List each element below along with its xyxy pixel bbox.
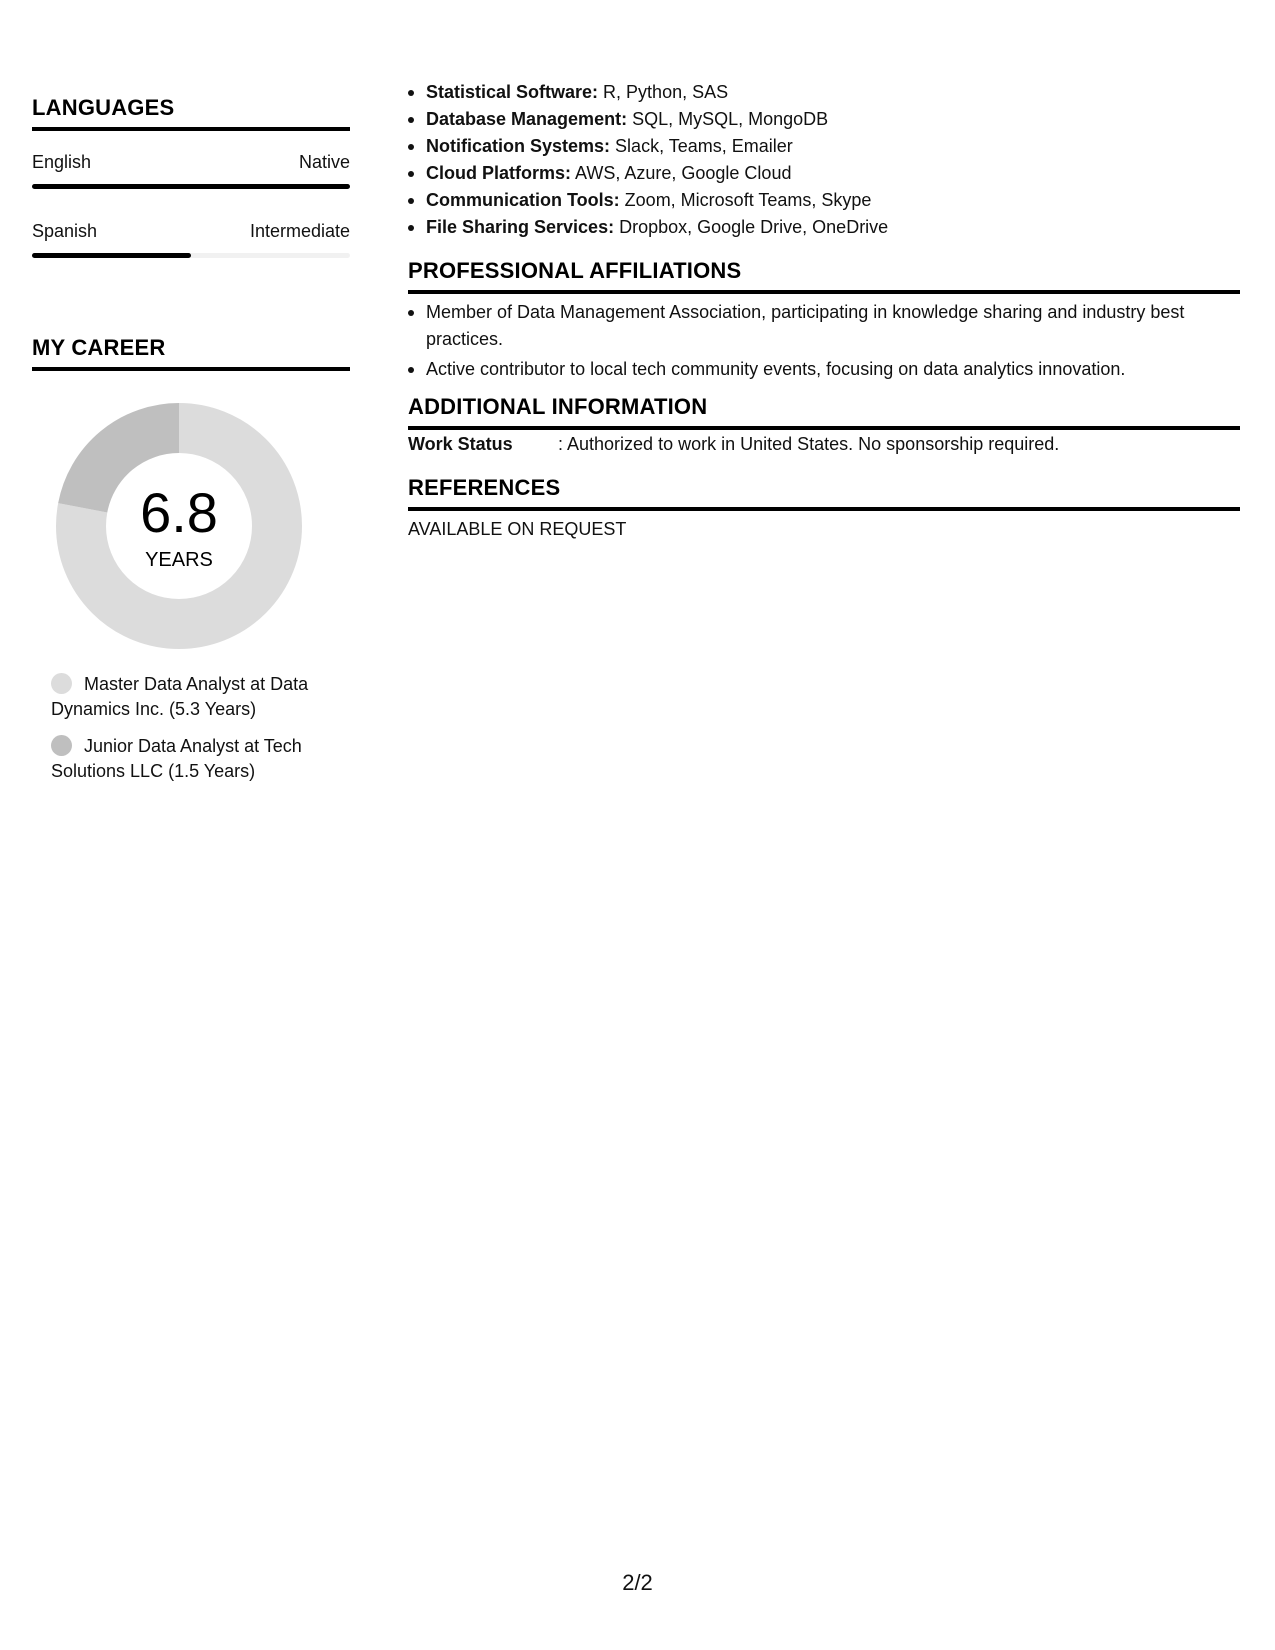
skill-key: Notification Systems: — [426, 136, 611, 156]
language-proficiency-fill — [32, 253, 191, 258]
legend-label: Junior Data Analyst at Tech Solutions LLC (1.5 Years) — [51, 736, 302, 781]
donut-center — [56, 403, 302, 649]
skill-item — [408, 160, 1240, 187]
references-text: AVAILABLE ON REQUEST — [408, 519, 627, 539]
career-legend-item — [51, 734, 341, 784]
career-legend-item — [51, 672, 341, 722]
language-proficiency-bar — [32, 184, 350, 189]
skill-key: File Sharing Services: — [426, 217, 615, 237]
affiliation-text: Member of Data Management Association, participating in knowledge sharing and industry best practices. — [426, 302, 1185, 349]
language-proficiency-bar — [32, 253, 350, 258]
language-name: Spanish — [32, 221, 98, 241]
affiliation-item — [408, 299, 1240, 353]
language-level: Intermediate — [249, 221, 350, 241]
skill-item — [408, 106, 1240, 133]
additional-info-heading: ADDITIONAL INFORMATION — [408, 394, 1240, 430]
work-status-label: Work Status — [408, 434, 513, 454]
skill-value: R, Python, SAS — [598, 82, 729, 102]
legend-swatch — [51, 673, 72, 694]
skill-key: Statistical Software: — [426, 82, 599, 102]
skill-key: Database Management: — [426, 109, 628, 129]
language-level: Native — [298, 152, 350, 172]
work-status-value: : Authorized to work in United States. No sponsorship required. — [558, 434, 1060, 454]
legend-swatch — [51, 735, 72, 756]
skill-value: SQL, MySQL, MongoDB — [627, 109, 829, 129]
page-number: 2/2 — [622, 1570, 653, 1595]
skill-item — [408, 133, 1240, 160]
affiliations-list — [408, 299, 1240, 386]
skill-item — [408, 214, 1240, 241]
career-total-years: 6.8 — [140, 481, 218, 544]
skill-value: AWS, Azure, Google Cloud — [571, 163, 792, 183]
languages-heading: LANGUAGES — [32, 95, 350, 131]
skill-item — [408, 187, 1240, 214]
career-total-unit: YEARS — [145, 549, 213, 571]
affiliation-text: Active contributor to local tech community events, focusing on data analytics innovation. — [426, 359, 1126, 379]
skill-key: Cloud Platforms: — [426, 163, 572, 183]
language-proficiency-fill — [32, 184, 350, 189]
skills-list — [408, 79, 1240, 241]
skill-key: Communication Tools: — [426, 190, 620, 210]
career-donut-chart — [56, 403, 302, 649]
skill-value: Dropbox, Google Drive, OneDrive — [614, 217, 889, 237]
skill-item — [408, 79, 1240, 106]
skill-value: Slack, Teams, Emailer — [610, 136, 793, 156]
language-name: English — [32, 152, 92, 172]
career-heading: MY CAREER — [32, 335, 350, 371]
legend-label: Master Data Analyst at Data Dynamics Inc. (5.3 Years) — [51, 674, 309, 719]
references-heading: REFERENCES — [408, 475, 1240, 511]
skill-value: Zoom, Microsoft Teams, Skype — [619, 190, 872, 210]
affiliations-heading: PROFESSIONAL AFFILIATIONS — [408, 258, 1240, 294]
affiliation-item — [408, 356, 1240, 383]
